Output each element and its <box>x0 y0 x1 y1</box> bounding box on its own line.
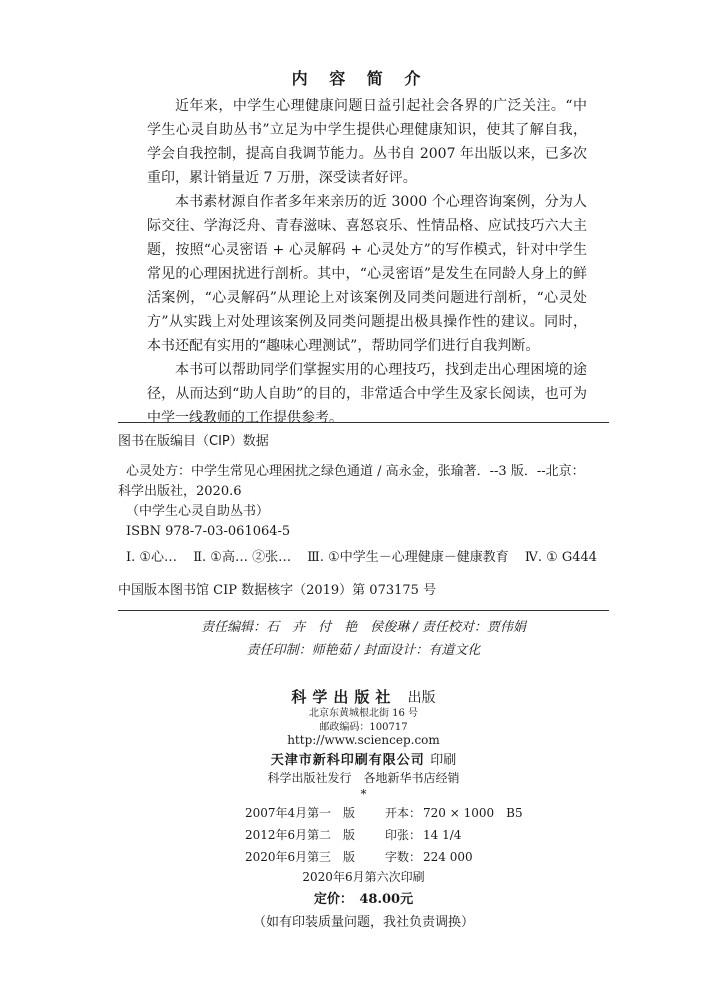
edition-date: 2012年6月第 <box>245 828 320 842</box>
edition-date: 2020年6月第 <box>245 850 320 864</box>
credits-line: 责任编辑：石 卉 付 艳 侯俊琳 / 责任校对：贾伟娟 <box>201 620 526 635</box>
publisher-suffix: 出版 <box>407 690 436 706</box>
edition-table <box>245 802 523 868</box>
edition-ordinal: 三 版 <box>319 850 356 864</box>
cip-entry <box>118 462 609 542</box>
edition-value: 720 × 1000 B5 <box>423 806 523 820</box>
printing-info: 2020年6月第六次印刷 <box>302 870 425 884</box>
edition-date: 2007年4月第 <box>245 806 320 820</box>
printer-line <box>118 749 609 768</box>
content-summary <box>147 94 587 430</box>
price: 定价： 48.00元 <box>313 892 414 907</box>
cip-approval: 中国版本图书馆 CIP 数据核字（2019）第 073175 号 <box>118 583 437 598</box>
summary-paragraph: 本书可以帮助同学们掌握实用的心理技巧，找到走出心理困境的途径，从而达到“助人自助”的目的，非常适合中学生及家长阅读，也可为中学一线教师的工作提供参考。 <box>147 362 587 426</box>
publisher-url: http://www.sciencep.com <box>287 733 440 747</box>
edition-row <box>245 802 523 824</box>
cip-classification <box>118 548 617 568</box>
cip-entry-line: 心灵处方：中学生常见心理困扰之绿色通道 / 高永金，张瑜著．--3 版．--北京： <box>126 464 585 479</box>
cip-heading: 图书在版编目（CIP）数据 <box>118 434 269 449</box>
separator-star: * <box>360 787 367 801</box>
printer-suffix: 印刷 <box>430 753 457 768</box>
summary-paragraph: 本书素材源自作者多年来亲历的近 3000 个心理咨询案例，分为人际交往、学海泛舟、青春滋味、喜怒哀乐、性情品格、应试技巧六大主题，按照“心灵密语 + 心灵解码 + 心灵处方”的写作模式，针对中学生常见的心理困扰进行剖析。其中，“心灵密语”是发生在同龄人身上的鲜活案例，“心灵解码”从理论上对该案例及同类问题进行剖析，“心灵处方”从实践上对处理该案例及同类问题提出极具操作性的建议。同时，本书还配有实用的“趣味心理测试”，帮助同学们进行自我判断。 <box>147 194 587 354</box>
cip-series: （中学生心灵自助丛书） <box>126 504 270 519</box>
quality-notice: （如有印装质量问题，我社负责调换） <box>252 915 474 930</box>
publisher-line <box>118 686 609 707</box>
publisher-name: 科学出版社 <box>291 688 397 706</box>
divider <box>118 610 609 611</box>
edition-ordinal: 二 版 <box>319 828 356 842</box>
cip-class-item: Ⅱ. ①高… ②张… <box>193 550 292 565</box>
cip-isbn: ISBN 978-7-03-061064-5 <box>126 524 291 539</box>
cip-class-item: Ⅲ. ①中学生－心理健康－健康教育 <box>307 550 509 565</box>
cip-class-item: Ⅰ. ①心… <box>126 550 178 565</box>
cip-class-item: Ⅳ. ① G444 <box>524 550 598 565</box>
publisher-address: 北京东黄城根北街 16 号 <box>308 708 419 719</box>
cip-entry-line: 科学出版社，2020.6 <box>118 484 242 499</box>
edition-row <box>245 824 523 846</box>
edition-row <box>245 846 523 868</box>
edition-key: 字数： <box>385 850 422 864</box>
edition-ordinal: 一 版 <box>319 806 356 820</box>
edition-value: 14 1/4 <box>423 828 462 842</box>
printer-name: 天津市新科印刷有限公司 <box>270 753 425 768</box>
credits-line: 责任印制：师艳茹 / 封面设计：有道文化 <box>246 643 481 658</box>
publisher-postcode: 邮政编码：100717 <box>319 722 408 733</box>
divider <box>118 422 609 423</box>
edition-key: 印张： <box>385 828 422 842</box>
edition-value: 224 000 <box>423 850 473 864</box>
distribution-line: 科学出版社发行 各地新华书店经销 <box>267 771 460 785</box>
edition-key: 开本： <box>385 806 422 820</box>
summary-paragraph: 近年来，中学生心理健康问题日益引起社会各界的广泛关注。“中学生心灵自助丛书”立足为中学生提供心理健康知识，使其了解自我，学会自我控制，提高自我调节能力。丛书自 2007 年出版以来，已多次重印，累计销量近 7 万册，深受读者好评。 <box>147 98 587 186</box>
page-title: 内 容 简 介 <box>291 69 429 88</box>
